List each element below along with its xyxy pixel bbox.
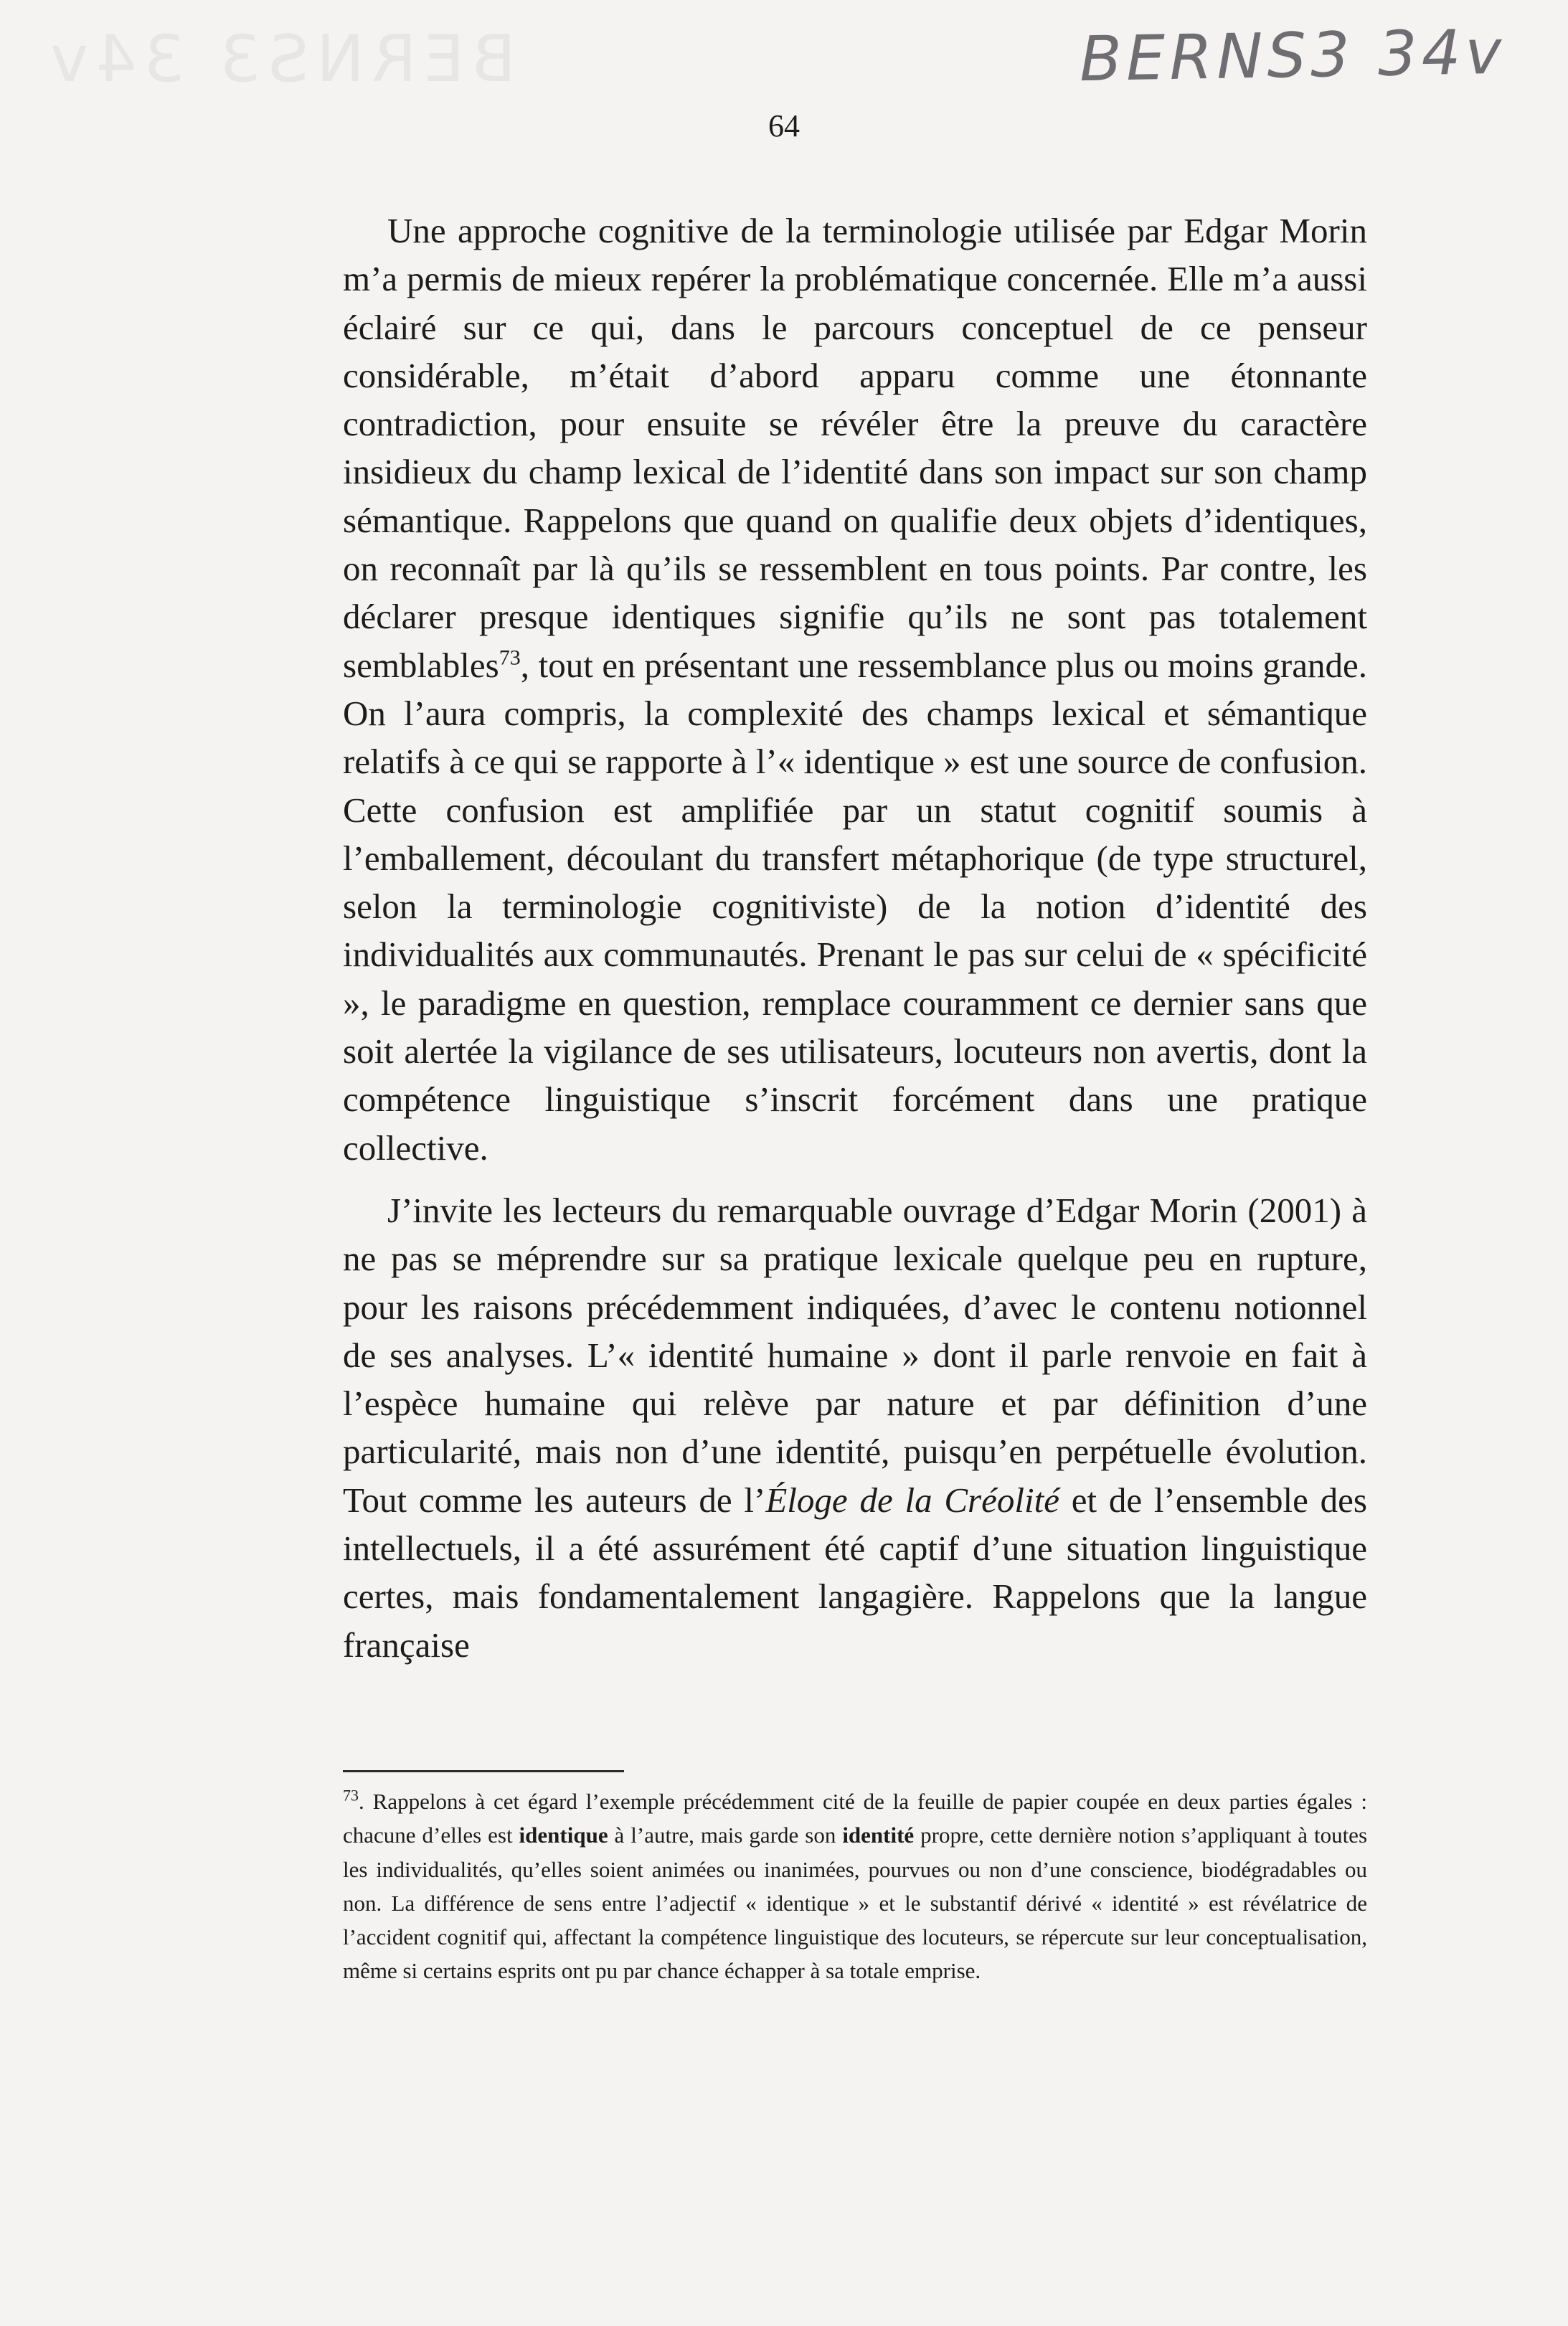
body-text	[343, 207, 1367, 1669]
paragraph-2	[343, 1186, 1367, 1669]
page-number: 64	[768, 108, 800, 143]
paragraph-1-text-a: Une approche cognitive de la terminologie utilisée par Edgar Morin m’a permis de mieux repérer la problématique concernée. Elle m’a aussi éclairé sur ce qui, dans le parcours conceptuel de ce penseur considérable, m’était d’abord apparu comme une étonnante contradiction, pour ensuite se révéler être la preuve du caractère insidieux du champ lexical de l’identité dans son impact sur son champ sémantique. Rappelons que quand on qualifie deux objets d’identiques, on reconnaît par là qu’ils se ressemblent en tous points. Par contre, les déclarer presque identiques signifie qu’ils ne sont pas totalement semblables	[343, 211, 1367, 685]
footnote-bold-identite: identité	[842, 1822, 915, 1848]
paragraph-1	[343, 207, 1367, 1172]
paragraph-2-text-b: et de l’ensemble des intellectuels, il a été assurément été captif d’une situation linguistique certes, mais fondamentalement langagière. Rappelons que la langue française	[343, 1480, 1367, 1665]
footnote-text-c: propre, cette dernière notion s’appliquant à toutes les individualités, qu’elles soient animées ou inanimées, pourvues ou non d’une conscience, biodégradables ou non. La différence de sens entre l’adjectif « identique » et le substantif dérivé « identité » est révélatrice de l’accident cognitif qui, affectant la compétence linguistique des locuteurs, se répercute sur leur conceptualisation, même si certains esprits ont pu par chance échapper à sa totale emprise.	[343, 1822, 1368, 1984]
bleed-through-mark: BERNS3 34v	[43, 22, 516, 97]
footnote-reference[interactable]: 73	[499, 646, 521, 670]
footnote-text-a: . Rappelons à cet égard l’exemple précédemment cité de la feuille de papier coupée en deux parties égales : chacune d’elles est	[343, 1789, 1367, 1848]
footnote-text-b: à l’autre, mais garde son	[608, 1822, 843, 1848]
footnote-bold-identique: identique	[519, 1822, 608, 1848]
footnote	[343, 1784, 1367, 1988]
footnote-divider	[343, 1770, 624, 1772]
book-title-italic: Éloge de la Créolité	[765, 1480, 1059, 1520]
paragraph-2-text-a: J’invite les lecteurs du remarquable ouvrage d’Edgar Morin (2001) à ne pas se méprendre sur sa pratique lexicale quelque peu en rupture, pour les raisons précédemment indiquées, d’avec le contenu notionnel de ses analyses. L’« identité humaine » dont il parle renvoie en fait à l’espèce humaine qui relève par nature et par définition d’une particularité, mais non d’une identité, puisqu’en perpétuelle évolution. Tout comme les auteurs de l’	[343, 1190, 1367, 1520]
archive-shelfmark: BERNS3 34v	[1079, 16, 1507, 96]
paragraph-1-text-b: , tout en présentant une ressemblance plus ou moins grande. On l’aura compris, la complexité des champs lexical et sémantique relatifs à ce qui se rapporte à l’« identique » est une source de confusion. Cette confusion est amplifiée par un statut cognitif soumis à l’emballement, découlant du transfert métaphorique (de type structurel, selon la terminologie cognitiviste) de la notion d’identité des individualités aux communautés. Prenant le pas sur celui de « spécificité », le paradigme en question, remplace couramment ce dernier sans que soit alertée la vigilance de ses utilisateurs, locuteurs non avertis, dont la compétence linguistique s’inscrit forcément dans une pratique collective.	[343, 645, 1367, 1168]
footnote-number: 73	[343, 1786, 359, 1805]
